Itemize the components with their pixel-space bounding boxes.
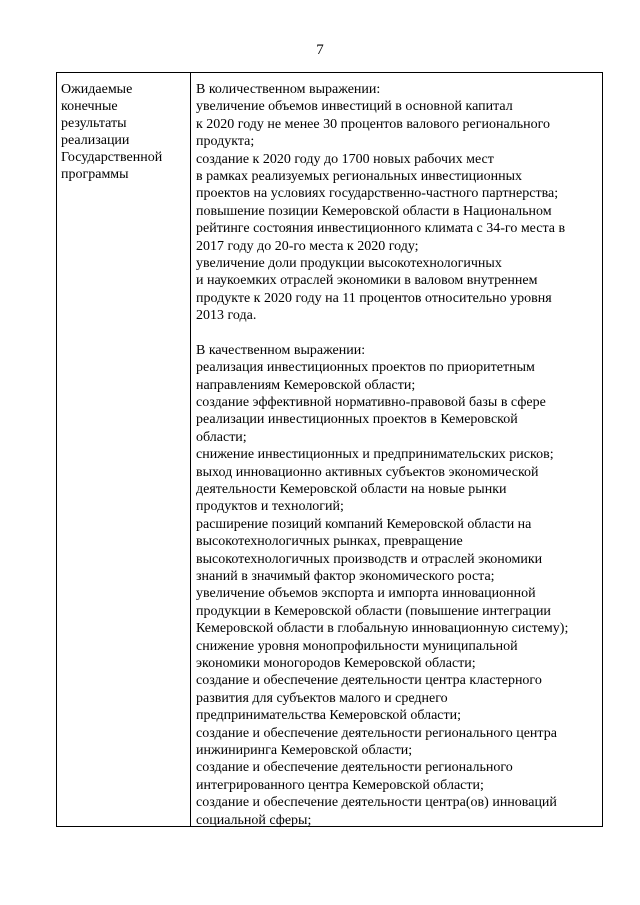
qualitative-line: деятельности Кемеровской области на новые рынки: [196, 481, 507, 497]
qualitative-line: выход инновационно активных субъектов экономической: [196, 464, 539, 480]
qualitative-line: создание и обеспечение деятельности центра кластерного: [196, 673, 542, 689]
qualitative-line: продуктов и технологий;: [196, 499, 344, 515]
qualitative-line: создание и обеспечение деятельности регионального: [196, 760, 513, 776]
qualitative-line: Кемеровской области в глобальную инновационную систему);: [196, 621, 569, 637]
quantitative-line: 2013 года.: [196, 308, 257, 324]
qualitative-line: высокотехнологичных рынках, превращение: [196, 534, 463, 550]
qualitative-line: В качественном выражении:: [196, 342, 366, 358]
qualitative-line: области;: [196, 429, 247, 445]
qualitative-line: расширение позиций компаний Кемеровской области на: [196, 516, 532, 532]
qualitative-section: [196, 342, 602, 826]
qualitative-line: социальной сферы;: [196, 812, 312, 826]
quantitative-line: увеличение доли продукции высокотехнологичных: [196, 256, 502, 272]
qualitative-line: знаний в значимый фактор экономического роста;: [196, 568, 495, 584]
quantitative-section: [196, 81, 602, 325]
qualitative-line: направлениям Кемеровской области;: [196, 377, 416, 393]
qualitative-line: снижение уровня монопрофильности муниципальной: [196, 638, 518, 654]
qualitative-line: экономики моногородов Кемеровской области;: [196, 656, 476, 671]
qualitative-line: инжиниринга Кемеровской области;: [196, 743, 413, 759]
qualitative-line: снижение инвестиционных и предпринимательских рисков;: [196, 447, 554, 463]
qualitative-line: создание эффективной нормативно-правовой базы в сфере: [196, 394, 546, 410]
row-label-line: Государственной: [61, 150, 163, 165]
quantitative-line: 2017 году до 20-го места к 2020 году;: [196, 238, 419, 254]
qualitative-line: реализация инвестиционных проектов по приоритетным: [196, 360, 535, 376]
quantitative-line: и наукоемких отраслей экономики в валовом внутреннем: [196, 273, 538, 289]
qualitative-line: увеличение объемов экспорта и импорта инновационной: [196, 586, 536, 602]
row-label-line: реализации: [61, 133, 130, 148]
quantitative-line: увеличение объемов инвестиций в основной капитал: [196, 99, 513, 115]
qualitative-line: предпринимательства Кемеровской области;: [196, 708, 462, 724]
page-number: 7: [316, 42, 324, 58]
qualitative-line: развития для субъектов малого и среднего: [196, 690, 448, 706]
row-label-line: Ожидаемые: [61, 82, 133, 97]
quantitative-line: продукта;: [196, 134, 255, 150]
qualitative-line: интегрированного центра Кемеровской области;: [196, 777, 484, 793]
section-gap: [196, 325, 602, 342]
qualitative-line: создание и обеспечение деятельности регионального центра: [196, 725, 557, 741]
qualitative-line: реализации инвестиционных проектов в Кемеровской: [196, 412, 518, 428]
quantitative-line: рейтинге состояния инвестиционного климата с 34-го места в: [196, 221, 566, 237]
qualitative-line: высокотехнологичных производств и отраслей экономики: [196, 551, 543, 567]
row-label-line: программы: [61, 167, 129, 182]
row-label-line: результаты: [61, 116, 127, 131]
quantitative-line: к 2020 году не менее 30 процентов валового регионального: [196, 116, 551, 132]
qualitative-line: продукции в Кемеровской области (повышение интеграции: [196, 603, 551, 619]
quantitative-line: проектов на условиях государственно-частного партнерства;: [196, 186, 559, 202]
program-table: [56, 72, 603, 827]
row-content-cell: [191, 73, 602, 826]
qualitative-line: создание и обеспечение деятельности центра(ов) инноваций: [196, 795, 557, 811]
quantitative-line: повышение позиции Кемеровской области в Национальном: [196, 203, 552, 219]
row-label-cell: [57, 73, 191, 826]
quantitative-line: В количественном выражении:: [196, 82, 381, 97]
quantitative-line: продукте к 2020 году на 11 процентов относительно уровня: [196, 290, 552, 306]
quantitative-line: в рамках реализуемых региональных инвестиционных: [196, 169, 523, 185]
row-label-line: конечные: [61, 99, 118, 114]
quantitative-line: создание к 2020 году до 1700 новых рабочих мест: [196, 151, 494, 167]
